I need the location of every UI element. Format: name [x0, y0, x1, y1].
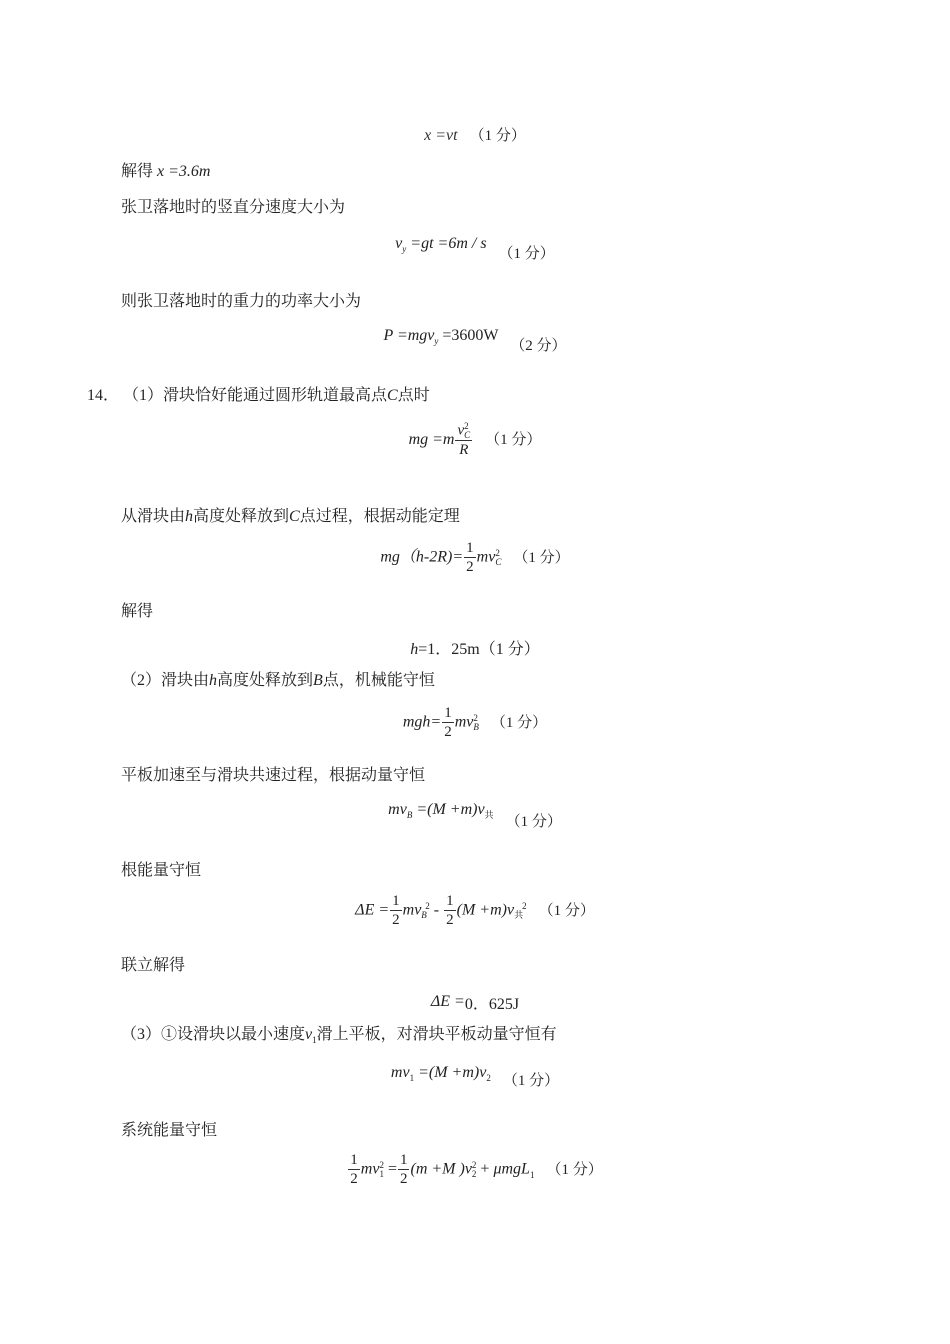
symbol: h: [209, 672, 218, 689]
symbol: C: [387, 387, 398, 404]
subscript: 1: [529, 1169, 535, 1180]
denominator: R: [459, 442, 469, 458]
denominator: 2: [399, 1171, 408, 1187]
subscript: y: [402, 244, 407, 255]
fraction: [442, 705, 454, 741]
score: （1 分）: [505, 814, 562, 830]
score: （1 分）: [479, 641, 540, 658]
superscript: 2: [522, 901, 527, 911]
subscript: 2: [486, 1073, 491, 1084]
superscript: 2: [464, 421, 469, 431]
equation-rhs: =(M +m)v: [418, 1064, 487, 1081]
equation: x =vt: [424, 127, 458, 144]
denominator: 2: [350, 1171, 358, 1187]
symbol: mv: [476, 548, 496, 566]
score: （1 分）: [513, 549, 570, 566]
denominator: 2: [392, 912, 400, 928]
plus-sign: +: [480, 1160, 490, 1178]
equation-energy-conservation: [0, 1152, 950, 1188]
numerator: 1: [350, 1152, 358, 1168]
denominator: 2: [446, 912, 454, 928]
equation-momentum-2: [0, 1061, 950, 1089]
equation-energy-theorem: [0, 540, 950, 576]
equation-rhs: =3600W: [442, 327, 499, 344]
question-14-part-3: [121, 1025, 557, 1050]
symbol: (m +M )v: [410, 1160, 472, 1178]
equation-lhs: mgh=: [402, 713, 442, 731]
equation-lhs: mv: [390, 1064, 410, 1081]
text: 点过程，根据动能定理: [299, 508, 460, 525]
equation-lhs: mg（h-2R)=: [380, 548, 464, 566]
text: 滑上平板，对滑块平板动量守恒有: [316, 1026, 557, 1043]
symbol: v: [305, 1026, 313, 1043]
fraction: [444, 893, 456, 929]
subscript: 1: [379, 1169, 384, 1179]
fraction: [455, 422, 472, 459]
equation-h-result: [0, 636, 950, 659]
score: （1 分）: [538, 902, 595, 919]
numerator: 1: [392, 893, 400, 909]
text: 点，机械能守恒: [322, 672, 435, 689]
text-line: 系统能量守恒: [121, 1122, 218, 1139]
subscript: 1: [409, 1073, 415, 1084]
symbol: B: [313, 672, 323, 689]
score: （2 分）: [510, 338, 567, 354]
numerator: 1: [446, 893, 454, 909]
text: 从滑块由: [121, 508, 186, 525]
text-line: 根能量守恒: [121, 862, 202, 879]
superscript: 2: [379, 1160, 384, 1170]
superscript: 2: [495, 548, 500, 558]
subscript: 2: [471, 1169, 477, 1179]
minus-sign: -: [433, 901, 440, 919]
equation: x =3.6m: [157, 163, 211, 180]
equation-delta-e: [0, 893, 950, 929]
equation-vy: [0, 232, 950, 262]
question-number: 14．: [87, 387, 120, 404]
numerator: 1: [466, 540, 474, 556]
subscript: 共: [484, 810, 494, 821]
symbol: h: [185, 508, 194, 525]
symbol: mv: [402, 901, 422, 919]
score: （1 分）: [546, 1161, 603, 1178]
result-line: [121, 162, 210, 182]
equation-rhs: =(M +m)v: [416, 801, 485, 818]
score: （1 分）: [485, 432, 542, 449]
score: （1 分）: [498, 246, 555, 262]
equation-lhs: P =mgv: [383, 327, 435, 344]
numerator: 1: [399, 1152, 408, 1168]
text-line: 解得: [121, 603, 154, 620]
equation-x-vt: [0, 124, 950, 145]
symbol: v: [395, 235, 403, 252]
subscript: y: [434, 336, 439, 347]
subscript: B: [421, 910, 427, 920]
symbol: h: [410, 641, 419, 658]
symbol: (M +m)v: [456, 901, 515, 919]
score: （1 分）: [469, 128, 526, 144]
equation: =1．25m: [418, 641, 480, 658]
symbol: mv: [360, 1160, 380, 1178]
equation-mgh: [0, 705, 950, 741]
symbol: v: [457, 422, 465, 439]
subscript: B: [473, 722, 479, 732]
text-line: 平板加速至与滑块共速过程，根据动量守恒: [121, 767, 426, 784]
text-line: 张卫落地时的竖直分速度大小为: [121, 199, 346, 216]
superscript: 2: [473, 713, 478, 723]
equation-rhs: 0．625J: [464, 996, 520, 1013]
denominator: 2: [444, 724, 452, 740]
subscript: 1: [312, 1035, 317, 1046]
symbol: C: [289, 508, 300, 525]
text-line: [121, 507, 460, 527]
equation: =gt =6m / s: [410, 235, 487, 252]
fraction: [398, 1152, 410, 1188]
denominator: 2: [466, 559, 474, 575]
text: （3）①设滑块以最小速度: [121, 1026, 306, 1043]
text-line: 则张卫落地时的重力的功率大小为: [121, 293, 362, 310]
score: （1 分）: [502, 1073, 560, 1089]
equation-delta-e-result: [0, 988, 950, 1011]
equals-sign: =: [387, 1160, 397, 1178]
subscript: C: [495, 557, 502, 567]
equation-power: [0, 324, 950, 354]
text: 点时: [397, 387, 430, 404]
symbol: mv: [454, 713, 474, 731]
label: 解得: [121, 163, 154, 180]
equation-lhs: ΔE =: [355, 901, 390, 919]
equation-momentum: [0, 798, 950, 830]
superscript: 2: [425, 901, 430, 911]
superscript: 2: [471, 1160, 477, 1170]
numerator: 1: [444, 705, 452, 721]
fraction: [390, 893, 402, 929]
question-14-part-1: [87, 386, 430, 406]
subscript: B: [406, 810, 413, 821]
subscript: C: [464, 430, 471, 440]
text: 高度处释放到: [217, 672, 314, 689]
equation-mg-mv2r: [0, 422, 950, 459]
text-line: 联立解得: [121, 957, 186, 974]
question-14-part-2: [121, 671, 435, 691]
fraction: [464, 540, 476, 576]
subscript: 共: [514, 910, 524, 920]
score: （1 分）: [490, 714, 548, 731]
equation-lhs: ΔE =: [430, 993, 465, 1010]
text: 高度处释放到: [193, 508, 290, 525]
text: （1）滑块恰好能通过圆形轨道最高点: [123, 387, 388, 404]
symbol: μmgL: [493, 1160, 530, 1178]
fraction: [348, 1152, 360, 1188]
equation-lhs: mv: [388, 801, 407, 818]
equation-lhs: mg =m: [408, 431, 455, 449]
text: （2）滑块由: [121, 672, 210, 689]
